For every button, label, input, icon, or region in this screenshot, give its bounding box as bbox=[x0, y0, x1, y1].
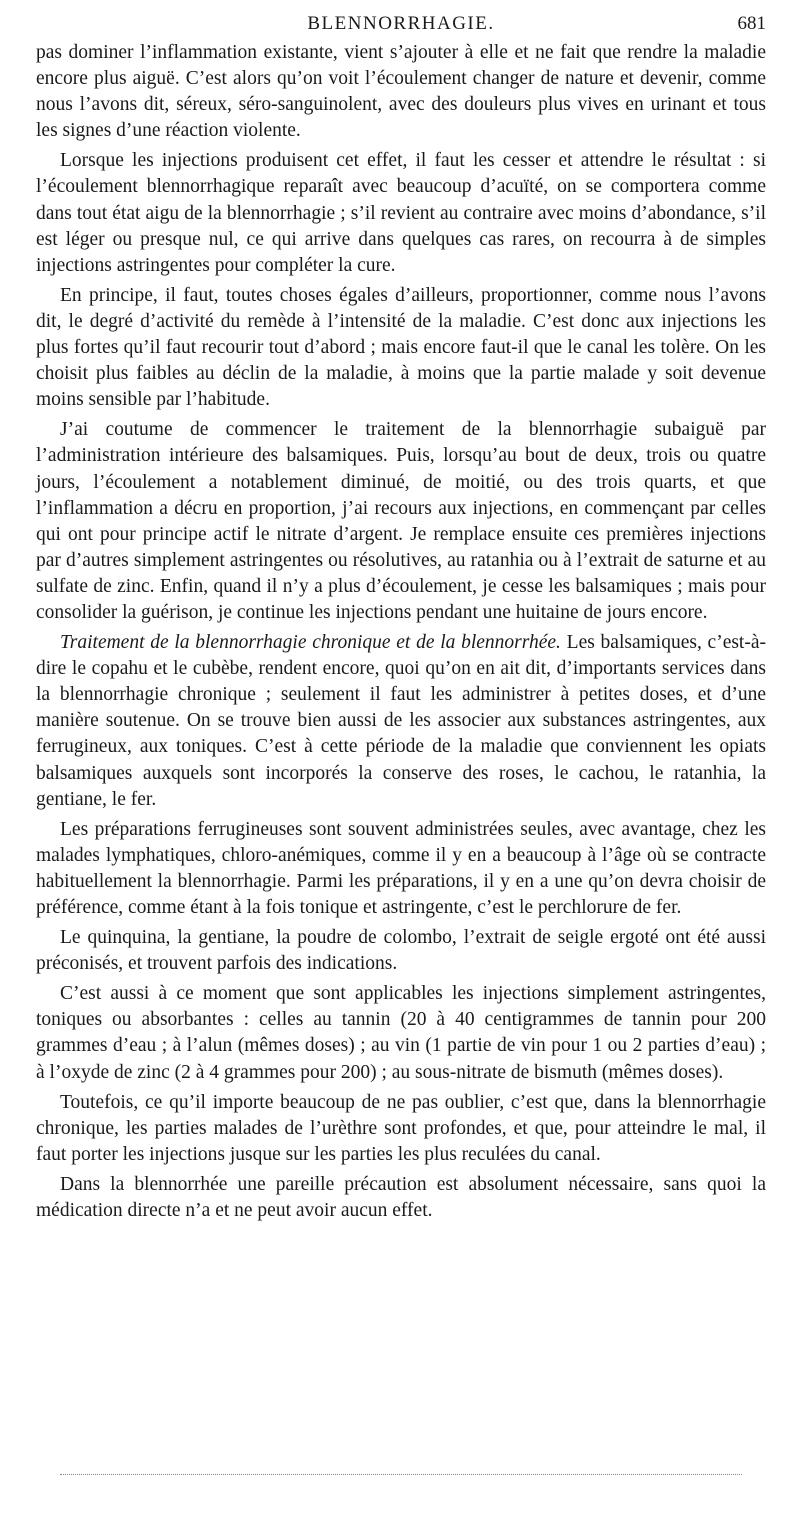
body-text bbox=[36, 40, 766, 1224]
paragraph-text: Les balsamiques, c’est-à-dire le copahu et le cubèbe, rendent encore, quoi qu’on en ait dit, d’importants services dans la blennorrhagie chronique ; seulement il faut les administrer à petites doses, et d’une manière soutenue. On se trouve bien aussi de les associer aux substances astringentes, aux ferrugineux, aux toniques. C’est à cette période de la maladie que conviennent les opiats balsamiques auxquels sont incorporés la conserve des roses, le cachou, le ratanhia, la gentiane, le fer. bbox=[36, 632, 766, 810]
paragraph-text: pas dominer l’inflammation existante, vient s’ajouter à elle et ne fait que rendre la maladie encore plus aiguë. C’est alors qu’on voit l’écoulement changer de nature et devenir, comme nous l’avons dit, séreux, séro-sanguinolent, avec des douleurs plus vives en urinant et tous les signes d’une réaction violente. bbox=[36, 42, 766, 142]
paragraph bbox=[36, 1172, 766, 1224]
paragraph-text: En principe, il faut, toutes choses égales d’ailleurs, proportionner, comme nous l’avons dit, le degré d’activité du remède à l’intensité de la maladie. C’est donc aux injections les plus fortes qu’il faut recourir tout d’abord ; mais encore faut-il que le canal les tolère. On les choisit plus faibles au déclin de la maladie, à moins que la partie malade y soit devenue moins sensible par l’habitude. bbox=[36, 284, 766, 411]
paragraph-text: Les préparations ferrugineuses sont souvent administrées seules, avec avantage, chez les malades lymphatiques, chloro-anémiques, comme il y en a beaucoup à l’âge où se contracte habituellement la blennorrhagie. Parmi les préparations, il y en a une qu’on devra choisir de préférence, comme étant à la fois tonique et astringente, c’est le perchlorure de fer. bbox=[36, 818, 766, 918]
page-number: 681 bbox=[737, 13, 766, 34]
paragraph bbox=[36, 148, 766, 278]
paragraph-text: Dans la blennorrhée une pareille précaution est absolument nécessaire, sans quoi la médication directe n’a et ne peut avoir aucun effet. bbox=[36, 1173, 766, 1222]
page-header bbox=[36, 8, 766, 40]
paragraph-text: Le quinquina, la gentiane, la poudre de colombo, l’extrait de seigle ergoté ont été aussi préconisés, et trouvent parfois des indications. bbox=[36, 927, 766, 975]
paragraph-text: Toutefois, ce qu’il importe beaucoup de ne pas oublier, c’est que, dans la blennorrhagie chronique, les parties malades de l’urèthre sont profondes, et que, pour atteindre le mal, il faut porter les injections jusque sur les parties les plus reculées du canal. bbox=[36, 1091, 766, 1165]
paragraph bbox=[36, 925, 766, 977]
paragraph-text: Lorsque les injections produisent cet effet, il faut les cesser et attendre le résultat : si l’écoulement blennorrhagique reparaît avec beaucoup d’acuïté, on se comportera comme dans tout état aigu de la blennorrhagie ; s’il revient au contraire avec moins d’abondance, s’il est léger ou presque nul, ce qui arrive dans quelques cas rares, on recourra à de simples injections astringentes pour compléter la cure. bbox=[36, 150, 766, 276]
paragraph bbox=[36, 630, 766, 813]
section-heading: Traitement de la blennorrhagie chronique et de la blennorrhée. bbox=[60, 632, 561, 654]
paragraph-text: C’est aussi à ce moment que sont applicables les injections simplement astringentes, toniques ou absorbantes : celles au tannin (20 à 40 centigrammes de tannin pour 200 grammes d’eau ; à l’alun (mêmes doses) ; au vin (1 partie de vin pour 1 ou 2 parties d’eau) ; à l’oxyde de zinc (2 à 4 grammes pour 200) ; au sous-nitrate de bismuth (mêmes doses). bbox=[36, 983, 766, 1083]
book-page bbox=[36, 8, 766, 1508]
paragraph-text: J’ai coutume de commencer le traitement de la blennorrhagie subaiguë par l’administration intérieure des balsamiques. Puis, lorsqu’au bout de deux, trois ou quatre jours, l’écoulement a notablement diminué, de moitié, ou des trois quarts, et que l’inflammation a décru en proportion, j’ai recours aux injections, en commençant par celles qui ont pour principe actif le nitrate d’argent. Je remplace ensuite ces premières injections par d’autres simplement astringentes ou résolutives, au ratanhia ou à l’extrait de saturne et au sulfate de zinc. Enfin, quand il n’y a plus d’écoulement, je cesse les balsamiques ; mais pour consolider la guérison, je continue les injections pendant une huitaine de jours encore. bbox=[36, 419, 766, 623]
running-title: BLENNORRHAGIE. bbox=[307, 13, 495, 34]
paragraph bbox=[36, 417, 766, 626]
paragraph bbox=[36, 40, 766, 144]
footer-rule bbox=[60, 1474, 742, 1475]
paragraph bbox=[36, 1090, 766, 1168]
paragraph bbox=[36, 283, 766, 413]
paragraph bbox=[36, 817, 766, 921]
paragraph bbox=[36, 981, 766, 1085]
